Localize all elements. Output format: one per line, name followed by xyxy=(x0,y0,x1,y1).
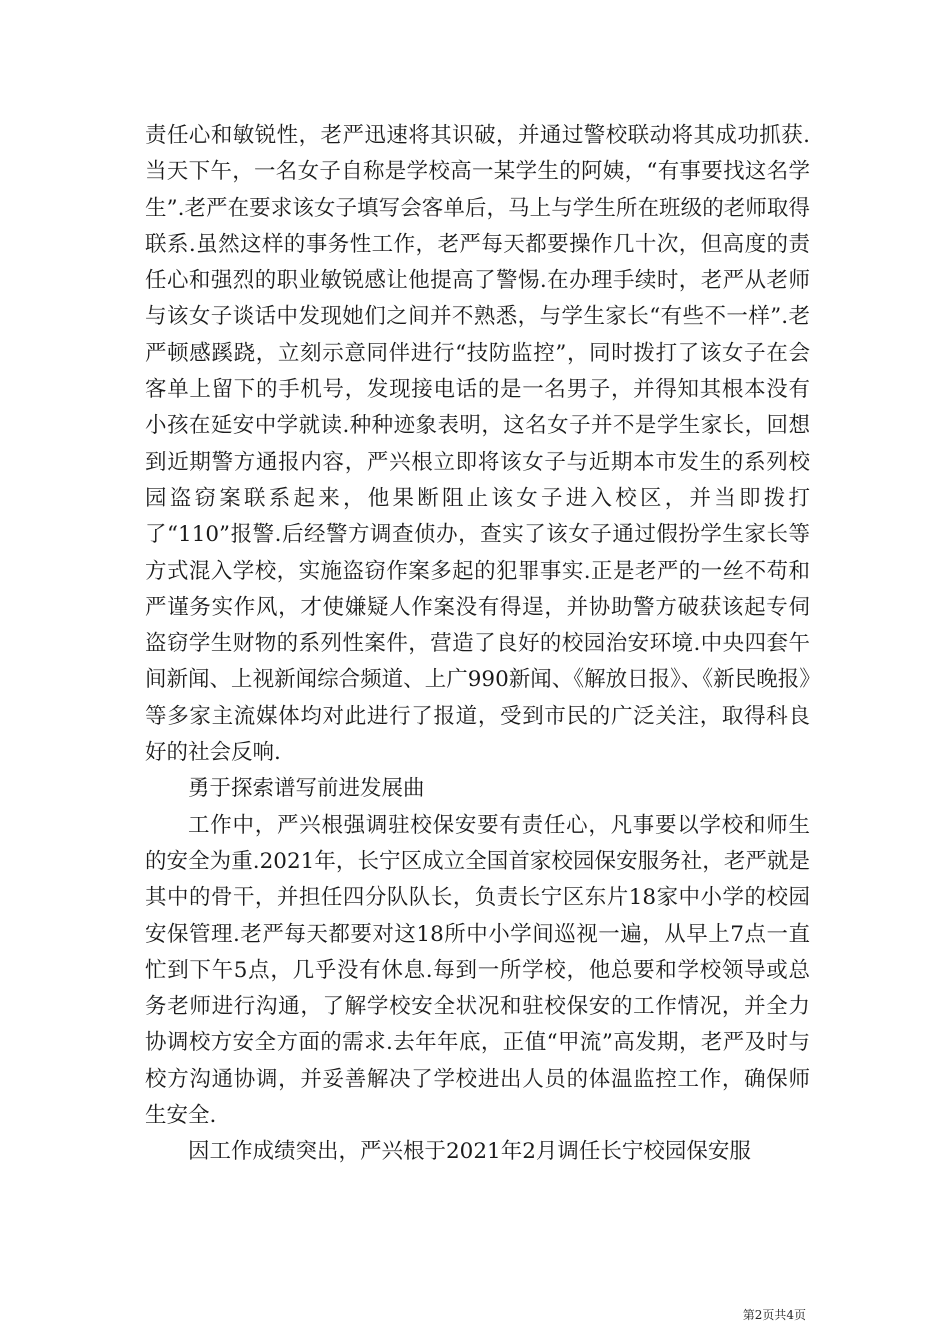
section-heading: 勇于探索谱写前进发展曲 xyxy=(188,776,425,802)
paragraph-campus-security-work: 工作中，严兴根强调驻校保安要有责任心，凡事要以学校和师生的安全为重.2021年，长宁区成立全国首家校园保安服务社，老严就是其中的骨干，并担任四分队队长，负责长宁区东片18家中小学的校园安保管理.老严每天都要对这18所中小学间巡视一遍，从早上7点一直忙到下午5点，几乎没有休息.每到一所学校，他总要和学校领导或总务老师进行沟通，了解学校安全状况和驻校保安的工作情况，并全力协调校方安全方面的需求.去年年底，正值“甲流”高发期，老严及时与校方沟通协调，并妥善解决了学校进出人员的体温监控工作，确保师生安全. xyxy=(145,812,810,1129)
paragraph-campus-theft-case: 责任心和敏锐性，老严迅速将其识破，并通过警校联动将其成功抓获.当天下午，一名女子自称是学校高一某学生的阿姨，“有事要找这名学生”.老严在要求该女子填写会客单后，马上与学生所在班级的老师取得联系.虽然这样的事务性工作，老严每天都要操作几十次，但高度的责任心和强烈的职业敏锐感让他提高了警惕.在办理手续时，老严从老师与该女子谈话中发现她们之间并不熟悉，与学生家长“有些不一样”.老严顿感蹊跷，立刻示意同伴进行“技防监控”，同时拨打了该女子在会客单上留下的手机号，发现接电话的是一名男子，并得知其根本没有小孩在延安中学就读.种种迹象表明，这名女子并不是学生家长，回想到近期警方通报内容，严兴根立即将该女子与近期本市发生的系列校园盗窃案联系起来，他果断阻止该女子进入校区，并当即拨打了“110”报警.后经警方调查侦办，查实了该女子通过假扮学生家长等方式混入学校，实施盗窃作案多起的犯罪事实.正是老严的一丝不苟和严谨务实作风，才使嫌疑人作案没有得逞，并协助警方破获该起专伺盗窃学生财物的系列性案件，营造了良好的校园治安环境.中央四套午间新闻、上视新闻综合频道、上广990新闻、《解放日报》、《新民晚报》等多家主流媒体均对此进行了报道，受到市民的广泛关注，取得科良好的社会反响. xyxy=(145,123,810,766)
page-number: 第2页共4页 xyxy=(742,1308,806,1322)
paragraph-promotion: 因工作成绩突出，严兴根于2021年2月调任长宁校园保安服 xyxy=(188,1139,751,1165)
document-body xyxy=(145,118,810,1171)
